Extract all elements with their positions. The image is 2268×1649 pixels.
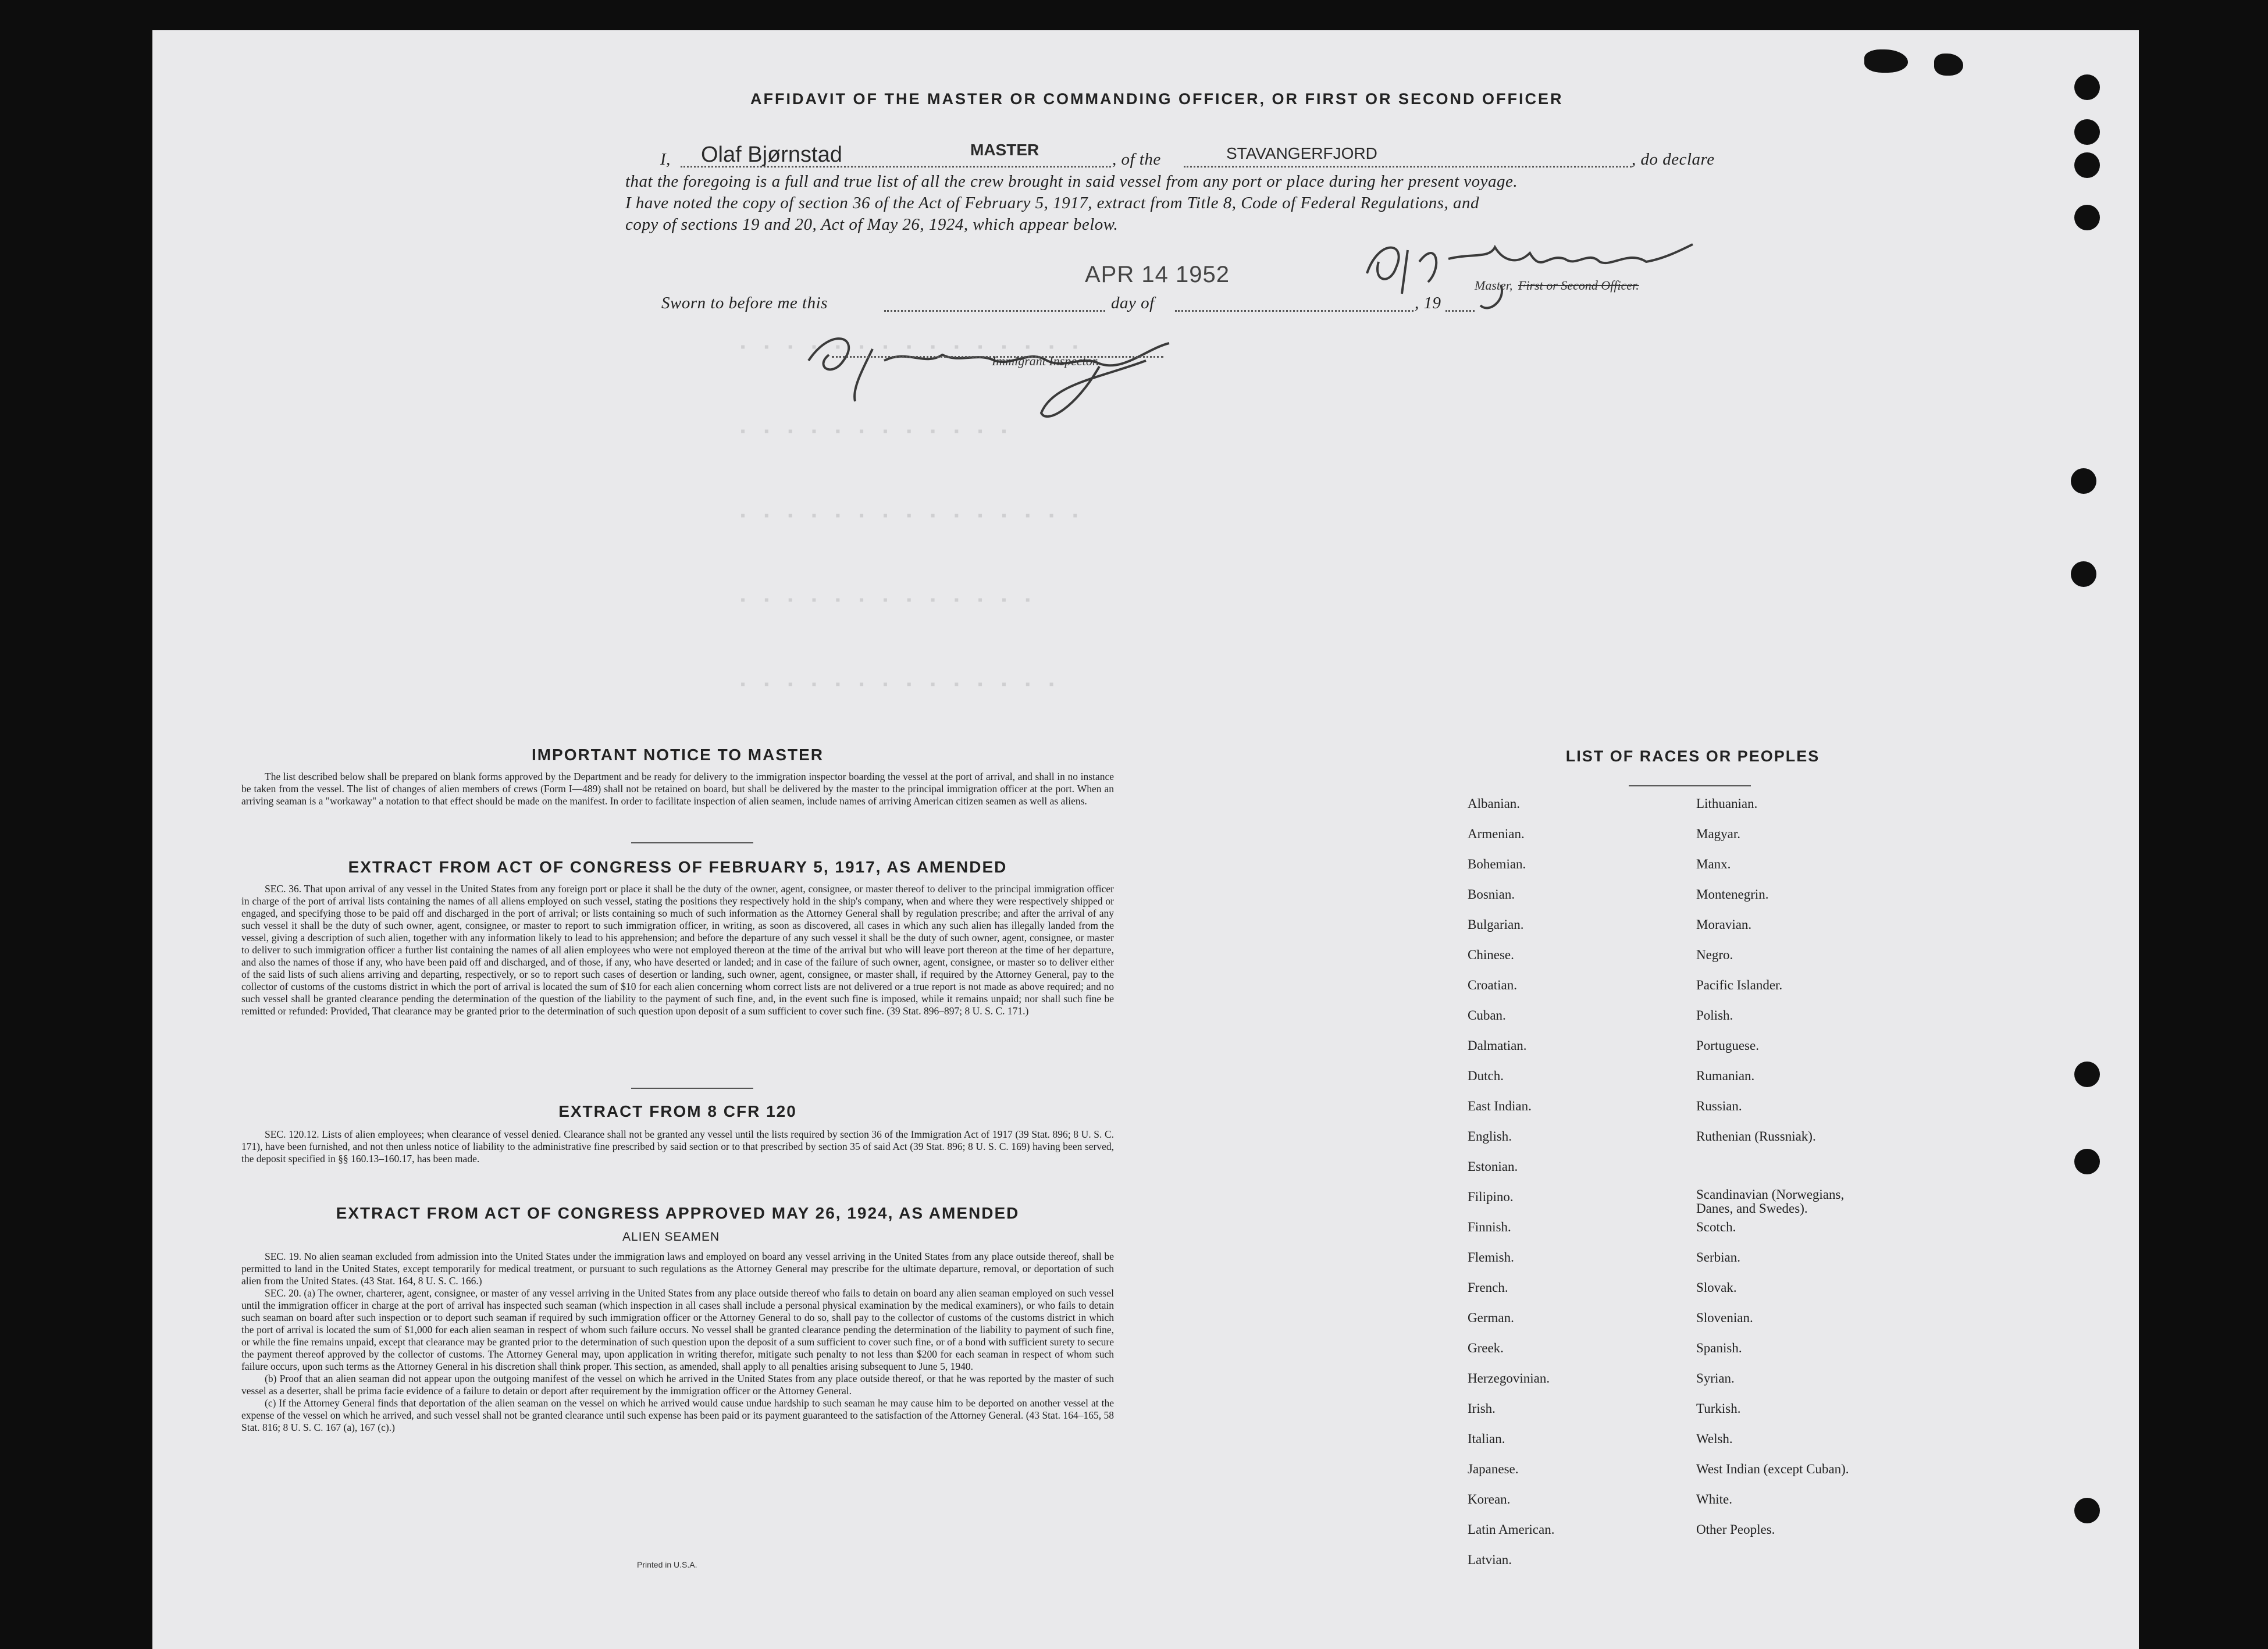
extract-cfr-text (241, 1128, 1114, 1165)
race-item: Finnish. (1468, 1220, 1511, 1234)
race-item: Montenegrin. (1696, 887, 1769, 902)
sec-20b-paragraph: (b) Proof that an alien seaman did not appear upon the outgoing manifest of the vessel on which he arrived in the United States from any place outside thereof, or that he was reported by the master of such vessel as a deserter, shall be prima facie evidence of a failure to detain or deport after requirement by the immigration officer or the Attorney General. (241, 1373, 1114, 1397)
race-item: Scandinavian (Norwegians, Danes, and Swedes). (1696, 1187, 1845, 1216)
race-item: Japanese. (1468, 1462, 1519, 1476)
bleed-through-text: ▪ ▪ ▪ ▪ ▪ ▪ ▪ ▪ ▪ ▪ ▪ ▪ ▪ ▪ (739, 678, 1059, 693)
race-item: Scotch. (1696, 1220, 1736, 1234)
race-item: French. (1468, 1280, 1508, 1295)
bleed-through-text: ▪ ▪ ▪ ▪ ▪ ▪ ▪ ▪ ▪ ▪ ▪ ▪ ▪ ▪ ▪ (739, 340, 1083, 356)
race-item: Polish. (1696, 1008, 1733, 1023)
race-item: Dutch. (1468, 1069, 1504, 1083)
master-label: Master, (1475, 278, 1513, 293)
races-right-column (1696, 797, 1882, 1553)
date-stamp: APR 14 1952 (1085, 262, 1230, 287)
master-name: Olaf Bjørnstad (701, 143, 842, 167)
race-item: Croatian. (1468, 978, 1517, 992)
race-item: Other Peoples. (1696, 1522, 1775, 1537)
printed-in-usa: Printed in U.S.A. (637, 1560, 697, 1569)
race-item: West Indian (except Cuban). (1696, 1462, 1849, 1476)
sworn-day-blank (884, 310, 1105, 312)
punch-hole (2074, 74, 2100, 100)
sec-19-paragraph: SEC. 19. No alien seaman excluded from admission into the United States under the immigration laws and employed on board any vessel arriving in the United States from any place outside thereof, shall be permitted to land in the United States, except temporarily for medical treatment, or pursuant to such regulations as the Attorney General may prescribe for the ultimate departure, removal, or deportation of such alien from the United States. (43 Stat. 164, 8 U. S. C. 166.) (241, 1251, 1114, 1287)
punch-hole (2074, 119, 2100, 145)
sec-20c-paragraph: (c) If the Attorney General finds that deportation of the alien seaman on the vessel on which he arrived would cause undue hardship to such seaman he may cause him to be deported on another vessel at the expense of the vessel on which he arrived, and such vessel shall not be granted clearance until such expense has been paid or its payment guaranteed to the satisfaction of the Attorney General. (43 Stat. 164–165, 58 Stat. 816; 8 U. S. C. 167 (a), 167 (c).) (241, 1397, 1114, 1433)
race-item: German. (1468, 1310, 1514, 1325)
race-item: Russian. (1696, 1099, 1742, 1113)
bleed-through-text: ▪ ▪ ▪ ▪ ▪ ▪ ▪ ▪ ▪ ▪ ▪ ▪ ▪ ▪ ▪ (739, 509, 1083, 525)
race-item: Chinese. (1468, 948, 1514, 962)
master-signature (1355, 227, 1728, 320)
race-item: Bohemian. (1468, 857, 1526, 871)
race-item: Welsh. (1696, 1431, 1733, 1446)
race-item: Syrian. (1696, 1371, 1735, 1386)
race-item: Negro. (1696, 948, 1733, 962)
race-item: East Indian. (1468, 1099, 1532, 1113)
notice-heading: IMPORTANT NOTICE TO MASTER (531, 746, 824, 764)
race-item: Estonian. (1468, 1159, 1518, 1174)
section-divider (631, 1088, 753, 1089)
bleed-through-text: ▪ ▪ ▪ ▪ ▪ ▪ ▪ ▪ ▪ ▪ ▪ ▪ (739, 425, 1012, 440)
decl-line-3: I have noted the copy of section 36 of the Act of February 5, 1917, extract from Title 8, Code of Federal Regulations, and (625, 194, 1480, 212)
race-item: Bulgarian. (1468, 917, 1524, 932)
race-item: Latin American. (1468, 1522, 1555, 1537)
race-item: Dalmatian. (1468, 1038, 1527, 1053)
race-item: Spanish. (1696, 1341, 1742, 1355)
race-item: Cuban. (1468, 1008, 1506, 1023)
master-rank: MASTER (970, 141, 1039, 159)
race-item: Italian. (1468, 1431, 1505, 1446)
race-item: Turkish. (1696, 1401, 1741, 1416)
ink-blot (1864, 49, 1908, 73)
decl-prefix: I, (660, 150, 671, 169)
race-item: Serbian. (1696, 1250, 1741, 1265)
year-prefix: , 19 (1415, 294, 1441, 312)
inspector-label: Immigrant Inspector. (992, 354, 1099, 368)
vessel-name: STAVANGERFJORD (1226, 144, 1377, 162)
race-item: Rumanian. (1696, 1069, 1755, 1083)
affidavit-title: AFFIDAVIT OF THE MASTER OR COMMANDING OFFICER, OR FIRST OR SECOND OFFICER (750, 90, 1564, 108)
extract-1924-heading: EXTRACT FROM ACT OF CONGRESS APPROVED MAY 26, 1924, AS AMENDED (336, 1204, 1020, 1222)
race-item: Slovenian. (1696, 1310, 1753, 1325)
decl-do-declare: , do declare (1632, 150, 1715, 169)
sworn-label: Sworn to before me this (661, 294, 828, 312)
extract-1924-text (241, 1251, 1114, 1434)
day-of-label: day of (1111, 294, 1155, 312)
race-item: Armenian. (1468, 827, 1525, 841)
races-heading-rule (1629, 785, 1751, 786)
sec-120-12-paragraph: SEC. 120.12. Lists of alien employees; when clearance of vessel denied. Clearance shall not be granted any vessel until the lists required by section 36 of the Immigration Act of 1917 (39 Stat. 896; 8 U. S. C. 171), have been furnished, and not then unless notice of liability to the administrative fine prescribed by said section or to that prescribed by section 35 of said Act (39 Stat. 896; 8 U. S. C. 169) having been served, the deposit specified in §§ 160.13–160.17, has been made. (241, 1128, 1114, 1164)
races-heading: LIST OF RACES OR PEOPLES (1565, 747, 1820, 765)
race-item: Greek. (1468, 1341, 1504, 1355)
extract-cfr-heading: EXTRACT FROM 8 CFR 120 (558, 1102, 797, 1120)
race-item: Magyar. (1696, 827, 1741, 841)
race-item: Filipino. (1468, 1189, 1514, 1204)
punch-hole (2074, 1498, 2100, 1523)
race-item: Manx. (1696, 857, 1731, 871)
race-item: White. (1696, 1492, 1732, 1506)
punch-hole (2071, 468, 2096, 494)
notice-text (241, 771, 1114, 807)
sec-20a-paragraph: SEC. 20. (a) The owner, charterer, agent, consignee, or master of any vessel arriving in the United States from any place outside thereof who fails to detain on board any alien seaman employed on such vessel until the immigration officer in charge at the port of arrival has inspected such seaman (which inspection in all cases shall include a personal physical examination by the medical examiners), or who fails to detain such seaman on board after such inspection or to deport such seaman if required by such immigration officer or the Attorney General to do so, shall pay to the collector of customs of the customs district in which the port of arrival is located the sum of $1,000 for each alien seaman in respect of whom such failure occurs. No vessel shall be granted clearance pending the determination of the liability to payment of such fine, or while the fine remains unpaid, except that clearance may be granted prior to the determination of such question upon the deposit of a sum sufficient to cover such fine, or of a bond with sufficient surety to secure the payment thereof approved by the collector of customs. The Attorney General may, upon application in writing therefor, mitigate such penalty to not less than $200 for each seaman in respect of whom such failure occurs, upon such terms as the Attorney General in his discretion shall think proper. This section, as amended, shall apply to all penalties arising subsequent to June 5, 1940. (241, 1287, 1114, 1372)
inspector-signature (797, 314, 1262, 430)
race-item: Latvian. (1468, 1552, 1512, 1567)
punch-hole (2074, 152, 2100, 178)
race-item: Bosnian. (1468, 887, 1515, 902)
sec-36-paragraph: SEC. 36. That upon arrival of any vessel in the United States from any foreign port or place it shall be the duty of the owner, agent, consignee, or master thereof to deliver to the principal immigration officer in charge of the port of arrival lists containing the names of all aliens employed on such vessel, stating the positions they respectively hold in the ship's company, when and where they were respectively shipped or engaged, and specifying those to be paid off and discharged in the port of arrival; or lists containing so much of such information as the Attorney General shall by regulation prescribe; and after the arrival of any such vessel it shall be the duty of such owner, agent, consignee, or master to report to such immigration officer, in writing, as soon as discovered, all cases in which any such alien has illegally landed from the vessel, giving a description of such alien, together with any information likely to lead to his apprehension; and before the departure of any such vessel it shall be the duty of such owner, agent, consignee, or master to deliver to such immigration officer a further list containing the names of all alien employees who were not employed thereon at the time of the arrival but who will leave port thereon at the time of her departure, and also the names of those if any, who have been paid off and discharged, and of those, if any, who have deserted or landed; and in case of the failure of such owner, agent, consignee, or master so to deliver either of the said lists of such aliens arriving and departing, respectively, or so to report such cases of desertion or landing, such owner, agent, consignee, or master shall, if required by the Attorney General, pay to the collector of customs of the customs district in which the port of arrival is located the sum of $10 for each alien concerning whom correct lists are not delivered or a true report is not made as above required; and no such vessel shall be granted clearance pending the determination of the question of the liability to the payment of such fine, and, in the event such fine is imposed, while it remains unpaid; nor shall such fine be remitted or refunded: Provided, That clearance may be granted prior to the determination of such question upon deposit of a sum sufficient to cover such fine. (39 Stat. 896–897; 8 U. S. C. 171.) (241, 883, 1114, 1017)
punch-hole (2071, 561, 2096, 587)
section-divider (631, 842, 753, 843)
race-item: English. (1468, 1129, 1512, 1144)
race-item: Albanian. (1468, 796, 1521, 811)
race-item: Ruthenian (Russniak). (1696, 1129, 1816, 1144)
punch-hole (2074, 205, 2100, 230)
races-left-column (1468, 797, 1554, 1583)
extract-1917-text (241, 883, 1114, 1017)
alien-seamen-subheading: ALIEN SEAMEN (622, 1230, 720, 1244)
race-item: Herzegovinian. (1468, 1371, 1550, 1386)
decl-of-the: , of the (1112, 150, 1161, 169)
officer-label: First or Second Officer. (1518, 278, 1639, 293)
race-item: Flemish. (1468, 1250, 1514, 1265)
decl-line-4: copy of sections 19 and 20, Act of May 26, 1924, which appear below. (625, 215, 1119, 234)
bleed-through-text: ▪ ▪ ▪ ▪ ▪ ▪ ▪ ▪ ▪ ▪ ▪ ▪ ▪ (739, 593, 1036, 609)
race-item: Slovak. (1696, 1280, 1737, 1295)
race-item: Portuguese. (1696, 1038, 1759, 1053)
punch-hole (2074, 1062, 2100, 1087)
extract-1917-heading: EXTRACT FROM ACT OF CONGRESS OF FEBRUARY 5, 1917, AS AMENDED (348, 858, 1007, 876)
vessel-blank-line (1184, 166, 1632, 168)
race-item: Pacific Islander. (1696, 978, 1783, 992)
punch-hole (2074, 1149, 2100, 1174)
race-item: Moravian. (1696, 917, 1752, 932)
ink-blot (1934, 54, 1963, 76)
decl-line-2: that the foregoing is a full and true list of all the crew brought in said vessel from any port or place during her present voyage. (625, 172, 1518, 191)
race-item: Irish. (1468, 1401, 1496, 1416)
race-item: Lithuanian. (1696, 796, 1758, 811)
race-item: Korean. (1468, 1492, 1511, 1506)
notice-paragraph: The list described below shall be prepared on blank forms approved by the Department and be ready for delivery to the immigration inspector boarding the vessel at the port of arrival, and shall in no instance be taken from the vessel. The list of changes of alien members of crews (Form I—489) shall not be retained on board, but shall be delivered by the master to the principal immigration officer at the port. When an arriving seaman is a "workaway" a notation to that effect should be made on the manifest. In order to facilitate inspection of alien seamen, include names of arriving American citizen seamen as well as aliens. (241, 771, 1114, 807)
